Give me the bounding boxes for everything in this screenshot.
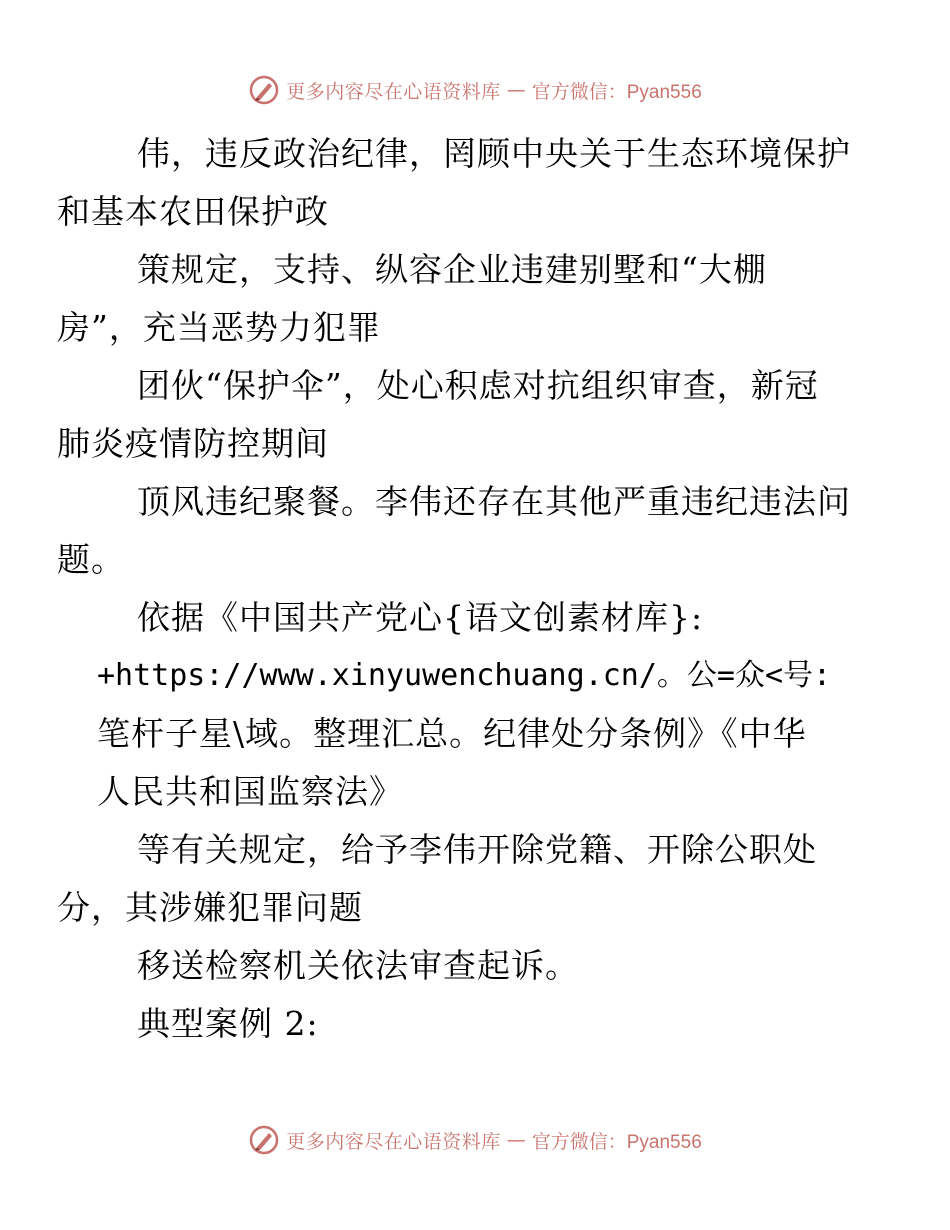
footer-banner-text: 更多内容尽在心语资料库: [286, 1130, 501, 1153]
p4-line1: 顶风违纪聚餐。李伟还存在其他严重违纪违法问: [137, 482, 851, 521]
paragraph-8: 典型案例 2:: [137, 1004, 319, 1043]
paragraph-3: [57, 357, 857, 473]
p3-line2: 肺炎疫情防控期间: [57, 424, 329, 463]
header-banner-separator: —: [506, 79, 526, 101]
red-pen-logo-icon: [248, 1124, 280, 1156]
footer-wechat-label: 官方微信：Pyan556: [531, 1131, 702, 1153]
paragraph-5-url: +https://www.xinyuwenchuang.cn/。公=众<号:: [97, 658, 832, 693]
paragraph-5: [97, 589, 857, 647]
paragraph-4: [57, 473, 857, 589]
p4-line2: 题。: [57, 540, 125, 579]
p2-line2: 房”，充当恶势力犯罪: [57, 308, 381, 347]
header-banner: [0, 70, 950, 110]
footer-banner-separator: —: [506, 1129, 526, 1151]
header-banner-text: 更多内容尽在心语资料库: [286, 80, 501, 103]
footer-banner: [0, 1120, 950, 1160]
p1-line1: 伟，违反政治纪律，罔顾中央关于生态环境保护: [137, 134, 851, 173]
paragraph-5-cont: [97, 705, 857, 821]
paragraph-1: [57, 125, 857, 241]
p5-line4: 人民共和国监察法》: [97, 772, 403, 811]
p6-line2: 分，其涉嫌犯罪问题: [57, 888, 363, 927]
p5-line1: 依据《中国共产党心{语文创素材库}:: [137, 598, 704, 637]
header-wechat-label: 官方微信：Pyan556: [531, 81, 702, 103]
paragraph-6: [57, 821, 857, 937]
p6-line1: 等有关规定，给予李伟开除党籍、开除公职处: [137, 830, 817, 869]
paragraph-2: [57, 241, 857, 357]
p3-line1: 团伙“保护伞”，处心积虑对抗组织审查，新冠: [137, 366, 819, 405]
document-body: [57, 125, 857, 1053]
p2-line1: 策规定，支持、纵容企业违建别墅和“大棚: [137, 250, 767, 289]
paragraph-7: 移送检察机关依法审查起诉。: [137, 946, 579, 985]
p1-line2: 和基本农田保护政: [57, 192, 329, 231]
red-pen-logo-icon: [248, 74, 280, 106]
p5-line3: 笔杆子星\域。整理汇总。纪律处分条例》《中华: [97, 714, 807, 753]
